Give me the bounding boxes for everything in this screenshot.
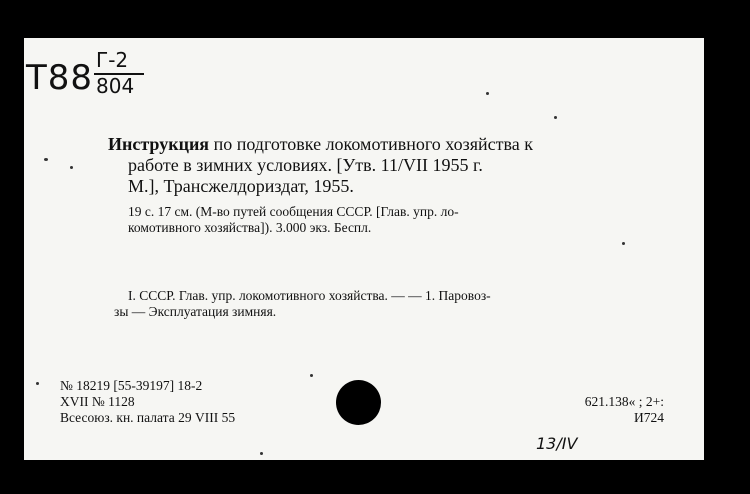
tracing-line-1: I. СССР. Глав. упр. локомотивного хозяйства. — — 1. Паровоз- [128,288,491,303]
physical-line-1: 19 с. 17 см. (М-во путей сообщения СССР. [Глав. упр. ло- [128,204,459,219]
title-block [108,134,533,197]
shelfmark-top: Г-2 [96,48,129,72]
handwritten-note: 13/IV [536,434,578,453]
registry-block [60,378,235,426]
registry-line-1: № 18219 [55-39197] 18-2 [60,378,203,393]
title-bold-word: Инструкция [108,134,210,154]
title-line-3: М.], Трансжелдориздат, 1955. [128,176,354,196]
classification-line-2: И724 [634,410,664,425]
title-line-2: работе в зимних условиях. [Утв. 11/VII 1955 г. [128,155,483,175]
tracings [114,288,491,320]
classification-line-1: 621.138« ; 2+: [584,394,664,409]
registry-line-3: Всесоюз. кн. палата 29 VIII 55 [60,410,236,425]
physical-description [128,204,459,236]
title-line-1-rest: по подготовке локомотивного хозяйства к [209,134,533,154]
shelfmark-bottom: 804 [96,74,135,98]
speck [44,158,48,161]
speck [554,116,557,119]
speck [486,92,489,95]
speck [622,242,625,245]
speck [36,382,39,385]
catalog-card [24,38,704,460]
speck [310,374,313,377]
title-line-1 [108,134,533,155]
speck [70,166,73,169]
shelfmark-main: Т88 [26,58,94,98]
speck [260,452,263,455]
physical-line-2: комотивного хозяйства]). 3.000 экз. Беспл. [128,220,372,235]
registry-line-2: XVII № 1128 [60,394,135,409]
classification-block [585,394,664,426]
tracing-line-2: зы — Эксплуатация зимняя. [114,304,277,319]
punch-hole [336,380,381,425]
